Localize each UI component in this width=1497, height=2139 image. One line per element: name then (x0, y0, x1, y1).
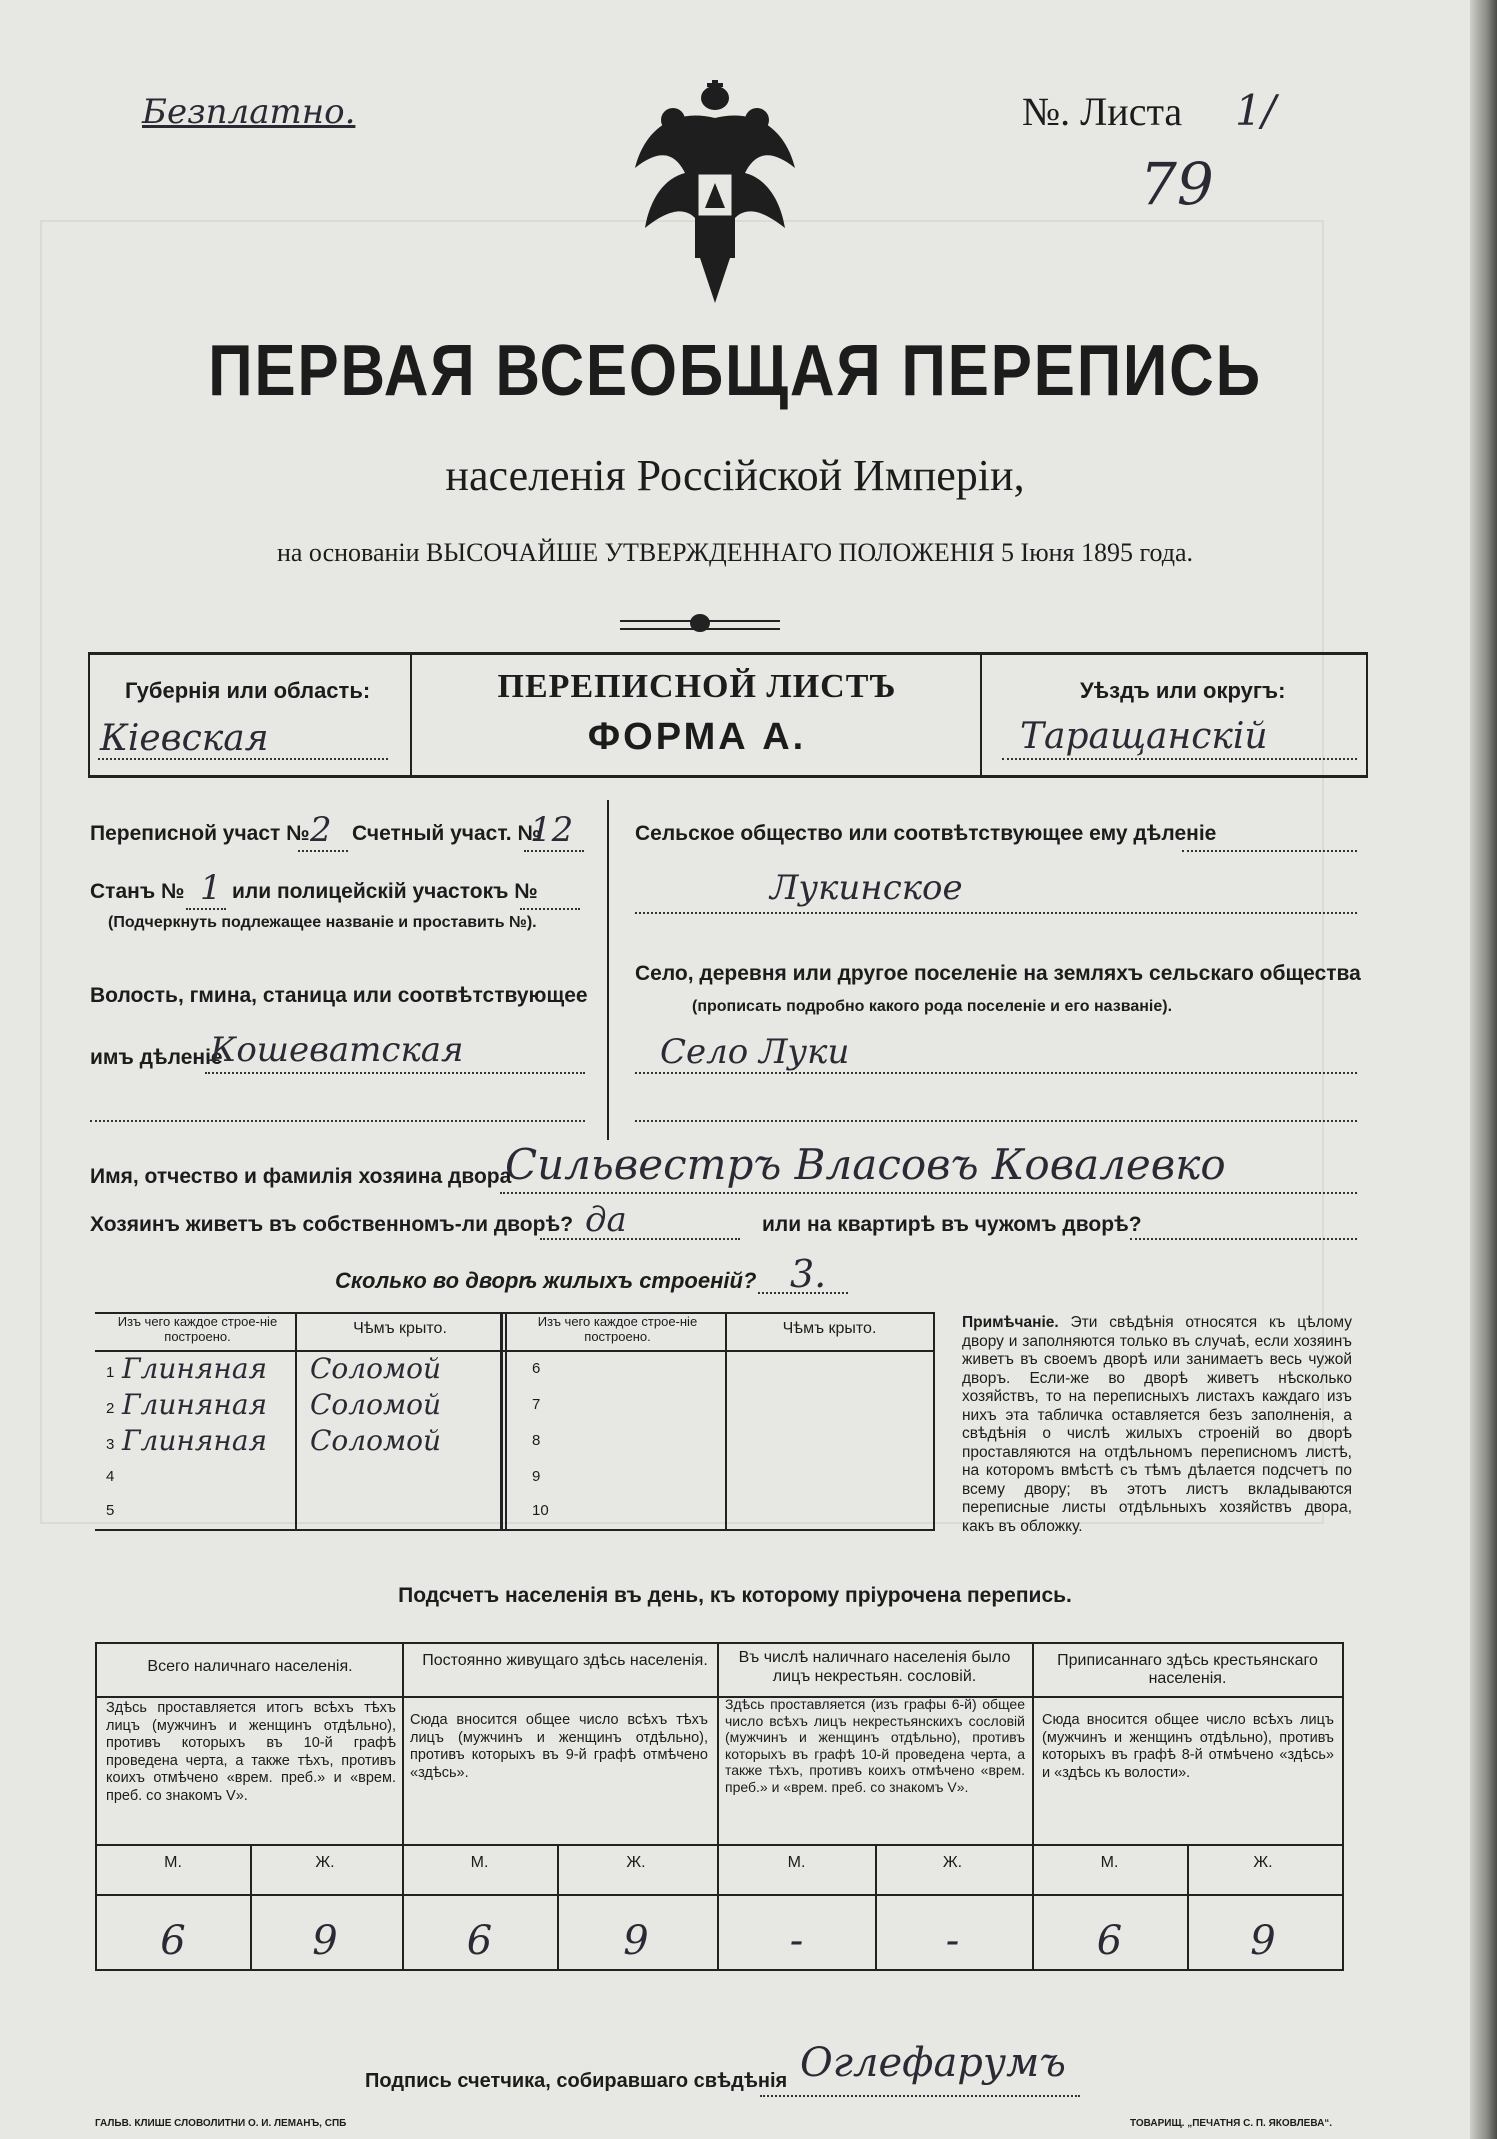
population-title: Подсчетъ населенія въ день, къ которому пріурочена перепись. (398, 1584, 1072, 1607)
village-hint: (прописать подробно какого рода поселеніе и его названіе). (692, 998, 1173, 1015)
col-roof-header-right: Чѣмъ крыто. (782, 1320, 877, 1337)
pop-col-1-m-value: 6 (160, 1918, 186, 1964)
page-title: ПЕРВАЯ ВСЕОБЩАЯ ПЕРЕПИСЬ (208, 331, 1262, 411)
note-text: Эти свѣдѣнія относятся къ цѣлому двору и заполняются только въ случаѣ, если хозяинъ живетъ въ своемъ дворѣ или занимаетъ весь чужой дворъ. Если-же во дворѣ живетъ нѣсколько хозяйствъ, то на переписныхъ листахъ каждаго изъ нихъ эта табличка оставляется безъ заполненія, а свѣдѣнія о числѣ жилыхъ строеній во дворѣ проставляются на отдѣльномъ переписномъ листѣ, на которомъ вмѣстѣ съ тѣмъ дѣлается подсчетъ по всему двору; въ этотъ листъ вкладываются переписные листы отдѣльныхъ хозяйствъ двора, какъ въ обложку. (962, 1314, 1352, 1535)
note-title: Примѣчаніе. (962, 1314, 1059, 1331)
legal-basis: на основаніи ВЫСОЧАЙШЕ УТВЕРЖДЕННАГО ПОЛОЖЕНІЯ 5 Іюня 1895 года. (276, 538, 1194, 567)
pop-col-2-desc: Сюда вносится общее число всѣхъ тѣхъ лицъ (мужчинъ и женщинъ отдѣльно), противъ которыхъ въ 9-й графѣ отмѣчено «здѣсь». (410, 1712, 708, 1781)
sheet-number-value: 1/ (1235, 86, 1276, 135)
page-edge (1470, 0, 1497, 2139)
village-label: Село, деревня или другое поселеніе на земляхъ сельскаго общества (635, 962, 1361, 985)
col-material-header-right: Изъ чего каждое строе-ніе построено. (537, 1314, 698, 1344)
pop-col-2-f-value: 9 (623, 1918, 649, 1964)
page-subtitle: населенія Россійской Имперіи, (445, 451, 1025, 500)
pop-col-1-desc: Здѣсь проставляется итогъ всѣхъ тѣхъ лицъ (мужчинъ и женщинъ отдѣльно), противъ которыхъ въ 10-й графѣ проведена черта, а также тѣхъ, противъ коихъ отмѣчено «врем. преб.» и «врем. преб. со знакомъ V». (106, 1700, 396, 1804)
volost-label-2: имъ дѣленіе (90, 1046, 223, 1069)
table-row: 8 (532, 1432, 541, 1449)
owner-name-value: Сильвестръ Власовъ Ковалевко (505, 1140, 1226, 1189)
col-roof-header-left: Чѣмъ крыто. (353, 1320, 447, 1337)
page-number: 79 (1140, 150, 1214, 218)
fields-divider (607, 800, 609, 1140)
society-value: Лукинское (770, 868, 963, 908)
counting-district-label: Счетный участ. № (352, 822, 541, 845)
table-row: 6 (532, 1360, 541, 1377)
gubernia-label: Губернія или область: (125, 678, 371, 703)
pop-col-2-f-label: Ж. (626, 1854, 646, 1871)
stan-value: 1 (200, 868, 222, 908)
pop-col-3-header: Въ числѣ наличнаго населенія было лицъ некрестьян. сословій. (738, 1649, 1011, 1685)
signature-label: Подпись счетчика, собиравшаго свѣдѣнія (365, 2070, 788, 2092)
stan-label: Станъ № (90, 880, 185, 903)
society-label: Сельское общество или соотвѣтствующее ему дѣленіе (635, 822, 1217, 845)
own-yard-label: Хозяинъ живетъ въ собственномъ-ли дворѣ? (90, 1213, 574, 1236)
col-material-header-left: Изъ чего каждое строе-ніе построено. (117, 1314, 278, 1344)
pop-col-1-header: Всего наличнаго населенія. (147, 1658, 353, 1675)
own-yard-value: да (585, 1200, 627, 1240)
pop-col-4-f-label: Ж. (1253, 1854, 1273, 1871)
pop-col-3-m-value: - (789, 1918, 804, 1964)
imperial-eagle-icon (615, 78, 815, 308)
village-value: Село Луки (660, 1032, 850, 1072)
pop-col-4-m-label: М. (1100, 1854, 1119, 1871)
counting-district-value: 12 (530, 810, 574, 850)
enumerator-signature: Оглефарумъ (800, 2040, 1066, 2086)
pop-col-2-m-label: М. (470, 1854, 489, 1871)
ornament-center (690, 614, 710, 632)
uezd-underline (1002, 758, 1357, 760)
pop-col-3-f-label: Ж. (942, 1854, 963, 1871)
uezd-label: Уѣздъ или округъ: (1080, 678, 1286, 703)
table-row: 7 (532, 1396, 541, 1413)
pop-col-4-header: Приписаннаго здѣсь крестьянскаго населенія. (1057, 1652, 1318, 1687)
printer-left: ГАЛЬВ. КЛИШЕ СЛОВОЛИТНИ О. И. ЛЕМАНЪ, СПБ (95, 2118, 347, 2129)
pop-col-2-m-value: 6 (466, 1918, 493, 1964)
census-district-label: Переписной участ № (90, 822, 310, 845)
pop-col-2-header: Постоянно живущаго здѣсь населенія. (422, 1652, 708, 1669)
table-row: 2 Глиняная Соломой (106, 1388, 442, 1421)
table-row: 1 Глиняная Соломой (106, 1352, 442, 1385)
volost-value: Кошеватская (210, 1030, 464, 1070)
owner-name-label: Имя, отчество и фамилія хозяина двора (90, 1165, 512, 1188)
pop-col-3-desc: Здѣсь проставляется (изъ графы 6-й) общее число всѣхъ лицъ некрестьянскихъ сословій (мужчинъ и женщинъ отдѣльно), противъ которыхъ въ графѣ 10-й проведена черта, а также тѣхъ, противъ коихъ отмѣчено «врем. преб.» и «врем. преб. со знакомъ V». (725, 1696, 1025, 1795)
census-district-value: 2 (310, 810, 332, 850)
gubernia-value: Кіевская (100, 718, 269, 759)
printer-right: ТОВАРИЩ. „ПЕЧАТНЯ С. П. ЯКОВЛЕВА“. (1130, 2118, 1333, 2129)
pop-col-4-f-value: 9 (1250, 1918, 1276, 1964)
pop-col-3-m-label: М. (787, 1854, 806, 1871)
volost-label: Волость, гмина, станица или соотвѣтствующее (90, 984, 588, 1007)
table-row: 10 (532, 1502, 549, 1519)
pop-col-1-f-value: 9 (312, 1918, 338, 1964)
table-row: 9 (532, 1468, 541, 1485)
table-row: 4 (106, 1468, 115, 1485)
pop-col-4-desc: Сюда вносится общее число всѣхъ лицъ (мужчинъ и женщинъ отдѣльно), противъ которыхъ въ графѣ 8-й отмѣчено «здѣсь» и «здѣсь къ волости». (1042, 1712, 1334, 1781)
pop-col-4-m-value: 6 (1096, 1918, 1123, 1964)
table-row: 5 (106, 1502, 115, 1519)
police-precinct-label: или полицейскій участокъ № (232, 880, 538, 903)
table-row: 3 Глиняная Соломой (106, 1424, 442, 1457)
buildings-note (962, 1314, 1352, 1536)
pop-col-1-m-label: М. (164, 1854, 182, 1871)
form-title: ПЕРЕПИСНОЙ ЛИСТЪ (497, 668, 897, 705)
uezd-value: Таращанскій (1020, 716, 1268, 757)
stan-hint: (Подчеркнуть подлежащее названіе и проставить №). (108, 914, 537, 931)
form-subtitle: ФОРМА А. (587, 716, 807, 758)
buildings-count-label: Сколько во дворѣ жилыхъ строеній? (335, 1268, 757, 1293)
pop-col-1-f-label: Ж. (315, 1854, 335, 1871)
gubernia-underline (98, 758, 388, 760)
buildings-count-value: 3. (790, 1252, 827, 1296)
pop-col-3-f-value: - (945, 1918, 960, 1964)
rent-label: или на квартирѣ въ чужомъ дворѣ? (762, 1213, 1142, 1236)
free-label: Безплатно. (142, 92, 356, 132)
sheet-number-label: №. Листа (1022, 89, 1183, 134)
